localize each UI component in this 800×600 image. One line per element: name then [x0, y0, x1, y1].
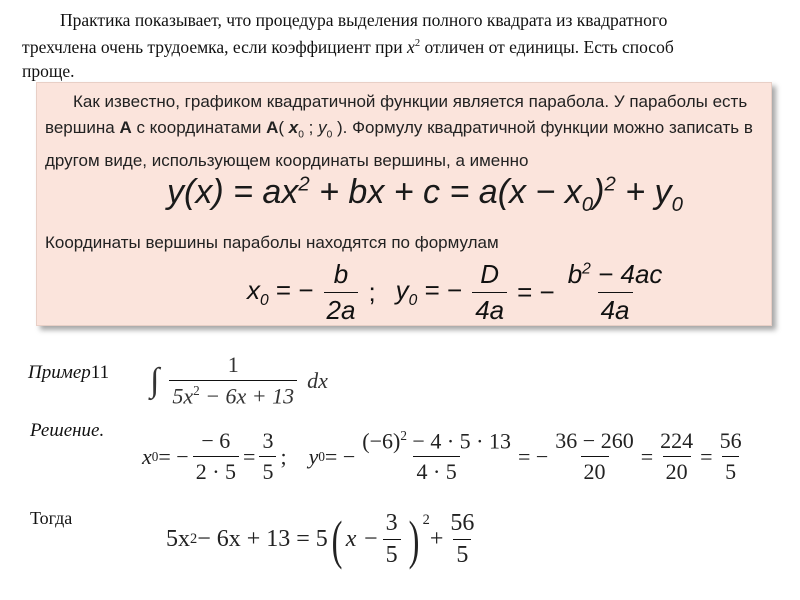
example-integral: ∫ $\frac{1}{5x^2 - 6x + 13}$ dx: [150, 352, 328, 409]
solution-label: Решение.: [30, 420, 105, 441]
fraction-b-2a: $\frac{b}{2a}$: [324, 259, 359, 326]
intro-line-1: Практика показывает, что процедура выделения полного квадрата из квадратного: [60, 10, 668, 30]
example-label: Пример 11: [28, 362, 110, 383]
intro-line-3: проще.: [22, 60, 75, 81]
fraction-d-4a: $\frac{D}{4a}$: [472, 259, 507, 326]
theory-box: [36, 82, 772, 326]
vertex-coords-label: Координаты вершины параболы находятся по формулам: [45, 233, 499, 252]
intro-line-2: трехчлена очень трудоемка, если коэффициент при $x^2$ отличен от единицы. Есть способ: [22, 36, 674, 57]
theory-paragraph: Как известно, графиком квадратичной функции является парабола. У параболы есть вершина А с координатами А( $x_0$ ; $y_0$ ). Формулу квадратичной функции можно записать в другом виде, использующем координаты вершины, а именно: [45, 92, 753, 171]
then-label: Тогда: [30, 508, 73, 528]
fraction-discriminant: $\frac{b^2 - 4ac}{4a}$: [567, 259, 663, 325]
intro-text: [22, 8, 782, 83]
final-formula: 5x 2 − 6x + 13 = 5 ( x − $\frac{3}{5}$ ) $^2$ + $\frac{56}{5}$: [166, 509, 475, 570]
vertex-form-formula: $y(x) = ax^2$ + bx + $c = a(x - x_0)^2 + y_0$: [167, 173, 683, 216]
vertex-formulas: $x_0$ = − $\frac{b}{2a}$ ; $y_0$ = − $\frac{D}{4a}$ = − $\frac{b^2 - 4ac}{4a}$: [247, 259, 669, 326]
solution-formula: x 0 = − $\frac{- 6}{2 \cdot 5}$ = $\frac{3}{5}$ ; y 0 = − $\frac{(-6)^2 - 4 \cdot 5 \cdot 13}{4 \cdot 5}$ = − $\frac{36 - 260}{20}$ = $\frac{224}{20}$ = $\frac{56}{5}$: [142, 428, 742, 485]
